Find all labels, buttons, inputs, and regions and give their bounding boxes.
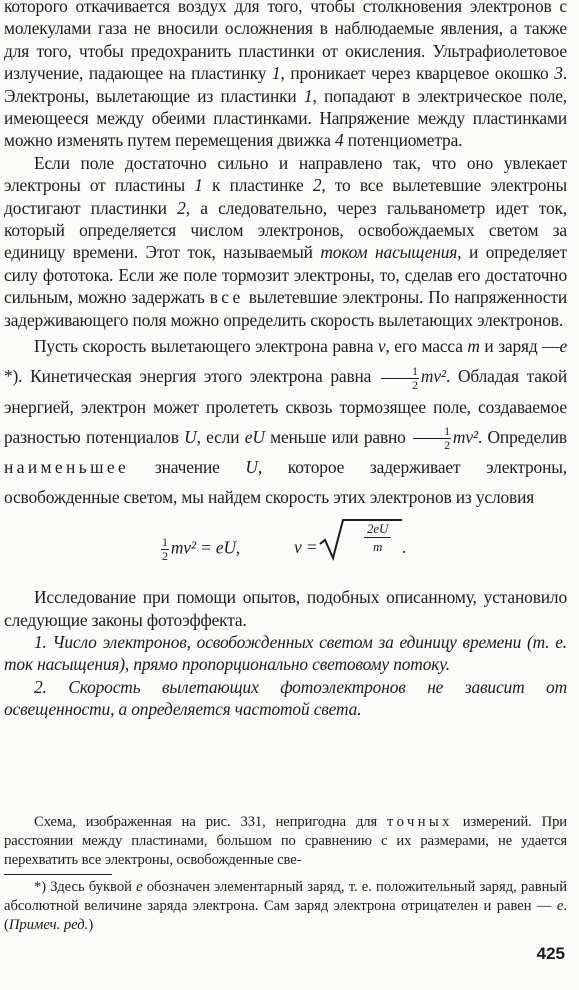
text: . Определив (477, 426, 567, 447)
text: *). Кинетическая энергия этого электрона равна (4, 366, 380, 387)
text: , а следовательно, через гальванометр идет ток, который определяется числом электронов, освобождаемых светом за единицу времени. Этот ток, называемый (4, 197, 568, 263)
text: . ( (4, 898, 567, 933)
ref-number: 2 (312, 175, 322, 196)
text: вылетевшие электроны. По напряженности задерживающего поля можно определить скорость вылетающих электронов. (4, 287, 567, 330)
text: меньше или равно (264, 426, 412, 447)
text: измерений. При расстоянии между пластинами, большом по сравнению с их размерами, не удается перехватить все электроны, освобожденные све- (4, 814, 567, 868)
text: потенциометра. (343, 130, 463, 151)
text: которого откачивается воздух для того, чтобы столкновения электронов с молекулами газа не вносили осложнения в наблюдаемые явления, а также для того, чтобы предохранить пластинки от окисления. Ультрафиолетовое излучение, падающее на пластинку (4, 0, 567, 84)
math-expression: eU (244, 426, 265, 447)
small-paragraph (4, 813, 567, 870)
term-emphasis: током насыщения (320, 242, 458, 263)
ref-number: 2 (177, 197, 186, 218)
fraction-half (381, 365, 419, 392)
footnote-rule (4, 874, 112, 875)
text: , попадают в электрическое поле, имеющееся между обеими пластинками. Напряжение между пластинками можно изменять путем перемещения движка (4, 85, 567, 151)
fraction-denominator: m (372, 539, 383, 555)
law-1 (4, 631, 567, 676)
fraction-half (413, 425, 451, 452)
math-symbol: e (556, 898, 564, 914)
text: , проникает через кварцевое окошко (280, 63, 555, 84)
text: ) (88, 917, 94, 933)
fraction-numerator: 1 (162, 535, 168, 550)
formula-left (159, 536, 240, 563)
text: Если поле достаточно сильно и направлено так, что оно увлекает электроны от пластины (4, 152, 567, 196)
text: . Электроны, вылетающие из пластинки (4, 63, 568, 106)
math-expression: mv² (452, 426, 478, 447)
fraction-numerator: 2eU (364, 520, 391, 538)
footnote (4, 878, 567, 935)
fraction-half (161, 536, 169, 563)
math-symbol: m (467, 336, 480, 357)
text: , которое задерживает электроны, освобожденные светом, мы найдем скорость этих электронов из условия (4, 457, 567, 508)
fraction-numerator: 1 (381, 365, 419, 379)
radical-fraction (364, 520, 391, 555)
page-number: 425 (536, 944, 565, 963)
text: , то все вылетевшие электроны достигают пластинки (4, 175, 567, 218)
formula-velocity-lhs: v = (294, 537, 318, 558)
text: значение (129, 457, 246, 478)
math-symbol: e (136, 879, 143, 895)
paragraph-4: Исследование при помощи опытов, подобных описанному, установило следующие законы фотоэффекта. (4, 587, 567, 630)
editor-note: Примеч. ред. (8, 917, 89, 933)
text: к пластинке (202, 175, 313, 196)
ref-number: 1 (271, 63, 281, 84)
footnote-paragraph (4, 878, 567, 935)
math-symbol: v (377, 336, 386, 357)
ref-number: 1 (303, 85, 313, 106)
ref-number: 3 (554, 63, 563, 84)
ref-number: 4 (335, 130, 344, 151)
text: *) Здесь буквой (34, 879, 137, 895)
law-text: 1. Число электронов, освобожденных светом за единицу времени (т. е. ток насыщения), прямо пропорционально световому потоку. (4, 631, 567, 675)
formula-energy-equation: mv² = eU, (170, 537, 241, 558)
formula-period: . (402, 537, 407, 558)
fraction-numerator: 1 (413, 425, 451, 439)
ref-number: 1 (194, 175, 203, 196)
fraction-denominator: 2 (412, 377, 418, 392)
text: Схема, изображенная на рис. 331, непригодна для (34, 814, 388, 830)
text: обозначен элементарный заряд, т. е. положительный заряд, равный абсолютной величине заряда электрона. Сам заряд электрона отрицателен и равен — (4, 879, 568, 914)
small-print-note (4, 813, 567, 870)
spaced-emphasis: наименьшее (4, 457, 130, 478)
text: и заряд — (479, 336, 560, 357)
text: , если (196, 426, 245, 447)
math-symbol: U (184, 426, 197, 447)
math-expression: mv² (420, 366, 446, 387)
text: , и определяет силу фототока. Если же поле тормозит электроны, то, сделав его достаточно сильным, можно задержать (4, 242, 568, 308)
math-symbol: e (559, 336, 568, 357)
spaced-emphasis: все (209, 287, 244, 308)
display-formula (4, 518, 567, 582)
text: Пусть скорость вылетающего электрона равна (34, 336, 378, 357)
law-2 (4, 676, 567, 721)
paragraph-3 (4, 331, 567, 512)
text: . Обладая такой энергией, электрон может пролететь сквозь тормозящее поле, создаваемое разностью потенциалов (4, 366, 567, 447)
math-symbol: U (245, 457, 258, 478)
law-text: 2. Скорость вылетающих фотоэлектронов не зависит от освещенности, а определяется частотой света. (4, 676, 567, 720)
fraction-denominator: 2 (444, 438, 450, 453)
main-text (4, 0, 567, 721)
fraction-denominator: 2 (162, 549, 168, 564)
text: , его масса (385, 336, 468, 357)
paragraph-1 (4, 0, 567, 152)
paragraph-2 (4, 152, 567, 331)
spaced-emphasis: точных (387, 814, 453, 830)
